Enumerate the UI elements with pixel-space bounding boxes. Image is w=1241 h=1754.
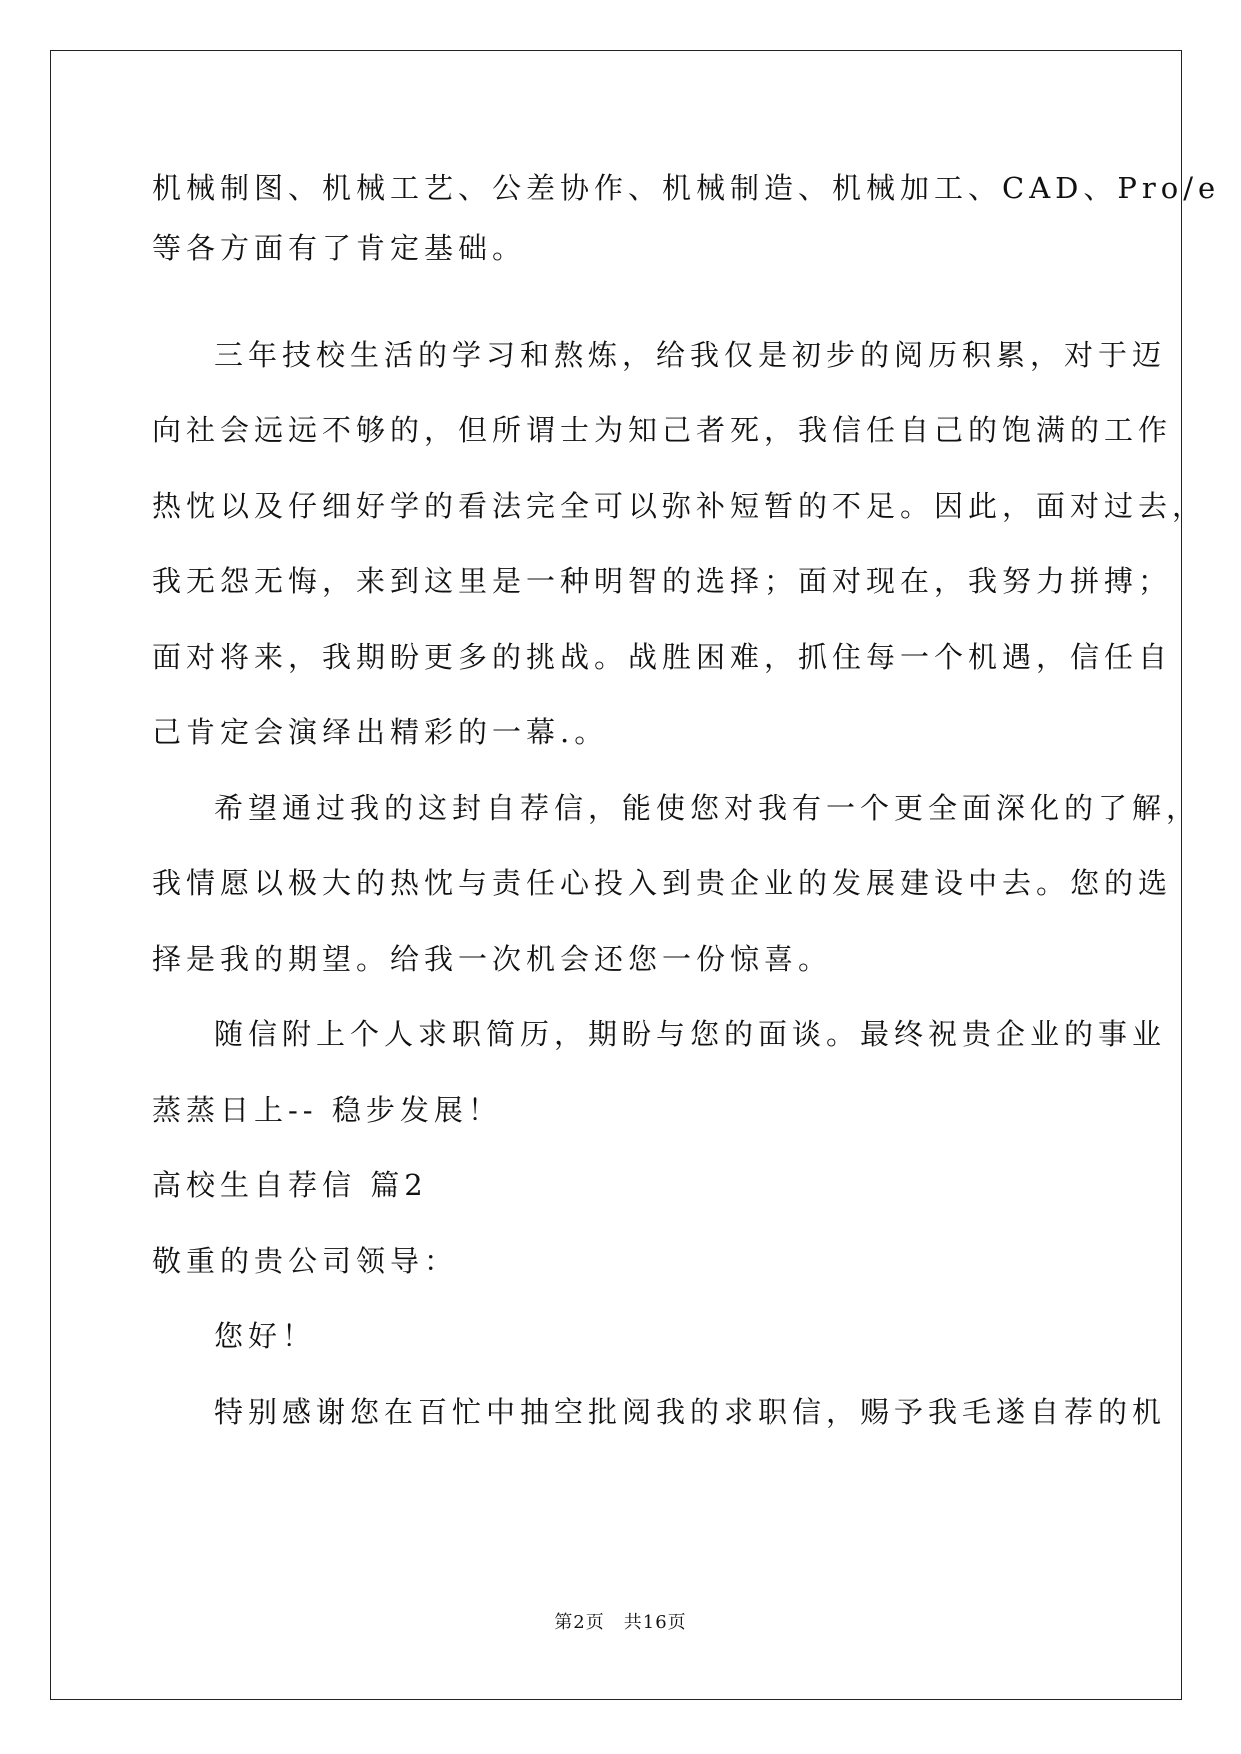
body-line-11: 择是我的期望。给我一次机会还您一份惊喜。 [152,942,833,976]
body-line-1: 机械制图、机械工艺、公差协作、机械制造、机械加工、CAD、Pro/e [152,171,1221,205]
paragraph-line-12: 随信附上个人求职简历，期盼与您的面谈。最终祝贵企业的事业 [214,1017,1167,1051]
body-line-8: 己肯定会演绎出精彩的一幕.。 [152,715,609,749]
body-line-2: 等各方面有了肯定基础。 [152,231,527,265]
paragraph-line-17: 特别感谢您在百忙中抽空批阅我的求职信，赐予我毛遂自荐的机 [214,1395,1167,1429]
body-line-6: 我无怨无悔，来到这里是一种明智的选择；面对现在，我努力拼搏； [152,564,1173,598]
salutation: 敬重的贵公司领导： [152,1244,459,1278]
body-line-13: 蒸蒸日上-- 稳步发展！ [152,1093,502,1127]
paragraph-line-3: 三年技校生活的学习和熬炼，给我仅是初步的阅历积累，对于迈 [214,338,1167,372]
paragraph-line-9: 希望通过我的这封自荐信，能使您对我有一个更全面深化的了解， [214,791,1201,825]
section-heading: 高校生自荐信 篇2 [152,1168,428,1202]
body-line-10: 我情愿以极大的热忱与责任心投入到贵企业的发展建设中去。您的选 [152,866,1173,900]
body-line-4: 向社会远远不够的，但所谓士为知己者死，我信任自己的饱满的工作 [152,413,1173,447]
page-number-footer: 第2页 共16页 [554,1612,687,1633]
body-line-5: 热忱以及仔细好学的看法完全可以弥补短暂的不足。因此，面对过去， [152,489,1207,523]
greeting: 您好！ [214,1319,317,1353]
body-line-7: 面对将来，我期盼更多的挑战。战胜困难，抓住每一个机遇，信任自 [152,640,1173,674]
